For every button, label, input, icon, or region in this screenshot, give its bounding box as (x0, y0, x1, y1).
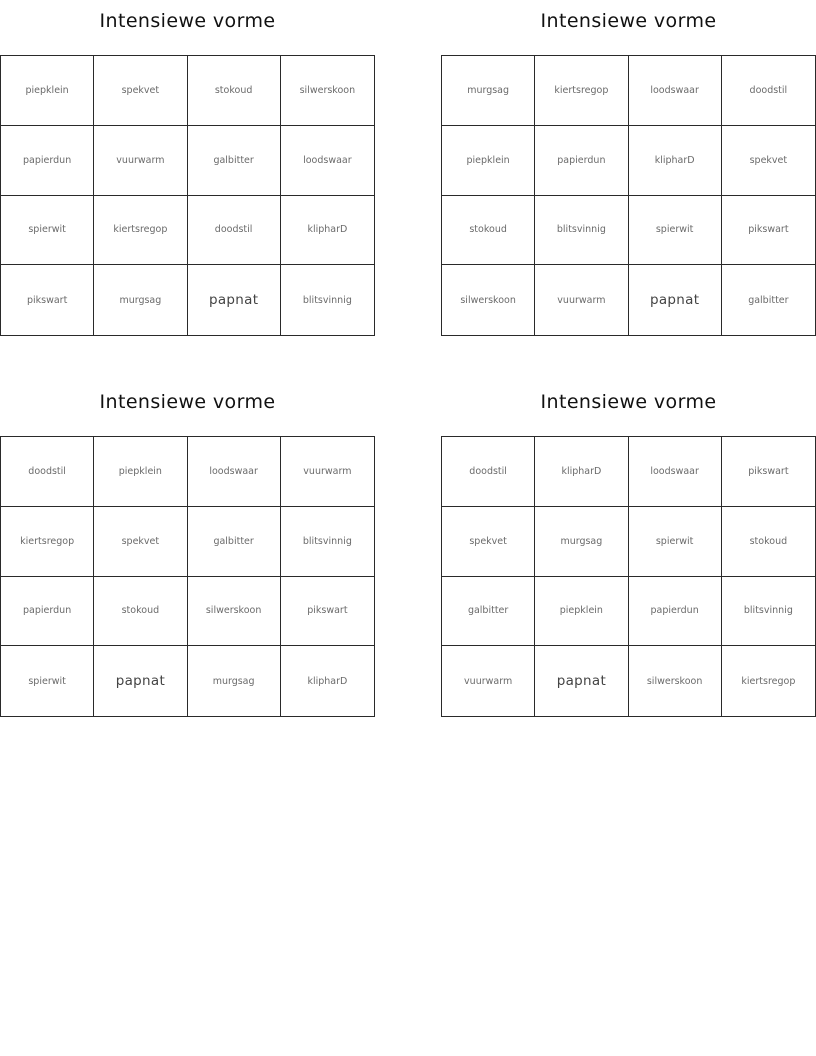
bingo-cell: papnat (188, 265, 281, 335)
bingo-cell: spekvet (722, 126, 815, 196)
bingo-cell: blitsvinnig (281, 507, 374, 577)
bingo-cell: klipharD (535, 437, 628, 507)
bingo-cell: doodstil (1, 437, 94, 507)
bingo-cell: spierwit (1, 196, 94, 266)
bingo-cell: murgsag (188, 646, 281, 716)
bingo-cell: klipharD (307, 675, 348, 687)
bingo-cell: spekvet (442, 507, 535, 577)
bingo-cell: papierdun (535, 126, 628, 196)
bingo-cell: papierdun (1, 577, 94, 647)
bingo-cell: loodswaar (629, 437, 722, 507)
bingo-cell: spekvet (94, 56, 187, 126)
bingo-grid (441, 55, 816, 336)
bingo-cell: stokoud (94, 577, 187, 647)
bingo-cell: klipharD (281, 196, 374, 266)
bingo-cell: spierwit (629, 507, 722, 577)
bingo-cell: papnat (629, 265, 722, 335)
bingo-cell: vuurwarm (94, 126, 187, 196)
bingo-cell: doodstil (188, 196, 281, 266)
bingo-cell: piepklein (94, 437, 187, 507)
bingo-cell: kiertsregop (535, 56, 628, 126)
bingo-cell: spierwit (629, 196, 722, 266)
bingo-cell: pikswart (281, 577, 374, 647)
bingo-cell: kiertsregop (741, 675, 796, 687)
bingo-cell: vuurwarm (535, 265, 628, 335)
card-title: Intensiewe vorme (99, 391, 276, 413)
bingo-cell: pikswart (722, 437, 815, 507)
card-title: Intensiewe vorme (99, 10, 276, 32)
bingo-cell: klipharD (629, 126, 722, 196)
bingo-cell: piepklein (442, 126, 535, 196)
bingo-grid (441, 436, 816, 717)
bingo-cell: piepklein (1, 56, 94, 126)
bingo-cell: vuurwarm (281, 437, 374, 507)
bingo-cell: papierdun (629, 577, 722, 647)
bingo-cell: stokoud (722, 507, 815, 577)
bingo-cell: stokoud (188, 56, 281, 126)
bingo-cell: papierdun (1, 126, 94, 196)
bingo-cell: galbitter (442, 577, 535, 647)
card-title: Intensiewe vorme (540, 10, 717, 32)
bingo-cell: papnat (94, 646, 187, 716)
bingo-cell: murgsag (442, 56, 535, 126)
bingo-cell: murgsag (535, 507, 628, 577)
bingo-grid (0, 55, 375, 336)
bingo-cell: loodswaar (281, 126, 374, 196)
bingo-cell: blitsvinnig (722, 577, 815, 647)
bingo-cell: galbitter (748, 294, 789, 306)
bingo-cell: galbitter (188, 126, 281, 196)
bingo-cell: doodstil (442, 437, 535, 507)
bingo-cell: spierwit (1, 646, 94, 716)
bingo-cell: pikswart (1, 265, 94, 335)
bingo-cell: pikswart (722, 196, 815, 266)
bingo-cell: papnat (535, 646, 628, 716)
bingo-grid (0, 436, 375, 717)
card-title: Intensiewe vorme (540, 391, 717, 413)
bingo-cell: galbitter (188, 507, 281, 577)
bingo-cell: loodswaar (629, 56, 722, 126)
bingo-cell: silwerskoon (281, 56, 374, 126)
bingo-cell: blitsvinnig (302, 294, 352, 306)
bingo-cell: silwerskoon (442, 265, 535, 335)
bingo-cell: silwerskoon (629, 646, 722, 716)
bingo-cell: kiertsregop (1, 507, 94, 577)
bingo-cell: piepklein (535, 577, 628, 647)
bingo-cell: doodstil (722, 56, 815, 126)
bingo-cell: blitsvinnig (535, 196, 628, 266)
bingo-cell: loodswaar (188, 437, 281, 507)
bingo-cell: spekvet (94, 507, 187, 577)
bingo-cell: stokoud (442, 196, 535, 266)
bingo-cell: silwerskoon (188, 577, 281, 647)
bingo-cell: murgsag (94, 265, 187, 335)
bingo-cell: kiertsregop (94, 196, 187, 266)
bingo-cell: vuurwarm (442, 646, 535, 716)
